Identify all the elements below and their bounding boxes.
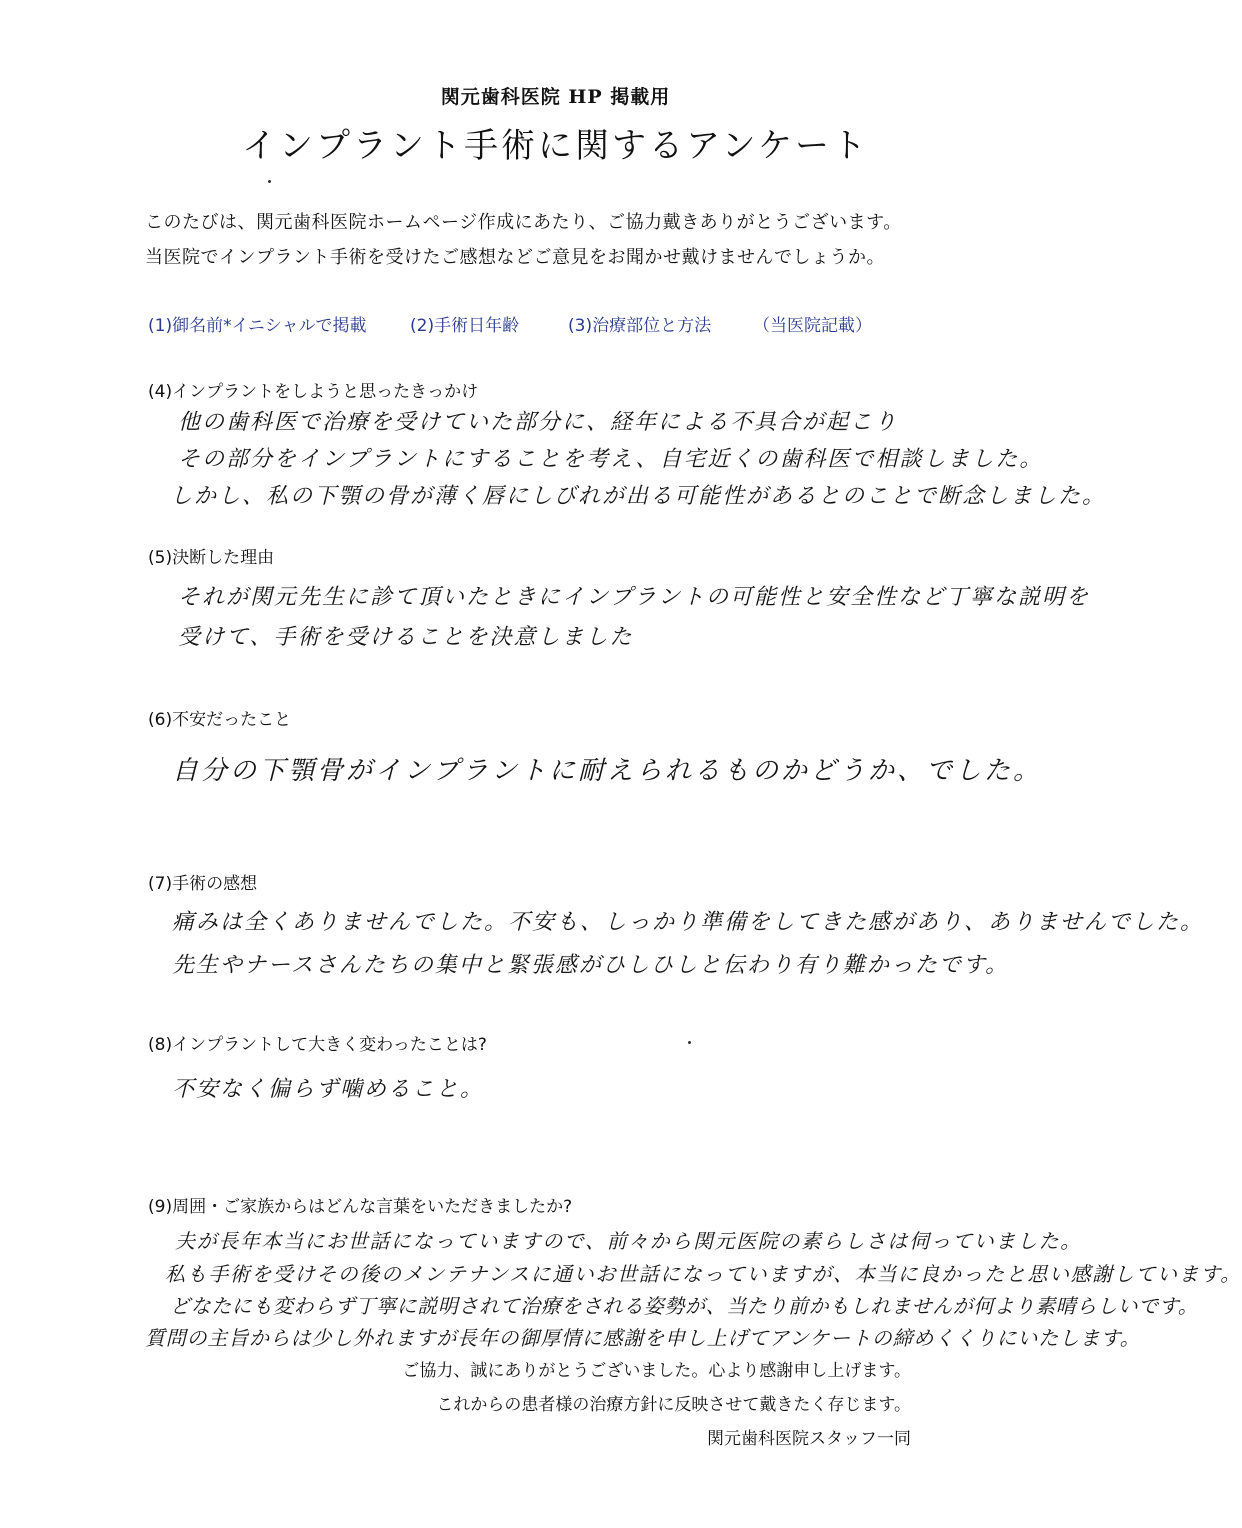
q5-label: (5)決断した理由 (148, 548, 275, 568)
q7-answer-line-1: 痛みは全くありませんでした。不安も、しっかり準備をしてきた感があり、ありませんでした。 (172, 910, 1205, 935)
field-name-label: (1)御名前*イニシャルで掲載 (148, 316, 367, 336)
closing-line-2: これからの患者様の治療方針に反映させて戴きたく存じます。 (436, 1395, 911, 1415)
closing-line-1: ご協力、誠にありがとうございました。心より感謝申し上げます。 (402, 1361, 911, 1381)
q4-label: (4)インプラントをしようと思ったきっかけ (148, 382, 479, 402)
q9-answer-line-1: 夫が長年本当にお世話になっていますので、前々から関元医院の素らしさは伺っていました。 (175, 1229, 1082, 1253)
q9-answer-line-4: 質問の主旨からは少し外れますが長年の御厚情に感謝を申し上げてアンケートの締めくくりにいたします。 (145, 1326, 1141, 1350)
closing-signature: 関元歯科医院スタッフ一同 (707, 1429, 911, 1449)
field-clinic-note: （当医院記載） (753, 316, 872, 336)
page-title: インプラント手術に関するアンケート (242, 126, 869, 166)
q6-answer-line-1: 自分の下顎骨がインプラントに耐えられるものかどうか、でした。 (172, 756, 1043, 786)
header-subtitle: 関元歯科医院 HP 掲載用 (440, 86, 671, 108)
q7-answer-line-2: 先生やナースさんたちの集中と緊張感がひしひしと伝わり有り難かったです。 (172, 953, 1010, 978)
q4-answer-line-1: 他の歯科医で治療を受けていた部分に、経年による不具合が起こり (178, 410, 899, 435)
field-treatment-label: (3)治療部位と方法 (568, 316, 712, 336)
q9-label: (9)周囲・ご家族からはどんな言葉をいただきましたか? (148, 1197, 573, 1217)
q5-answer-line-1: それが関元先生に診て頂いたときにインプラントの可能性と安全性など丁寧な説明を (178, 585, 1091, 610)
q8-label: (8)インプラントして大きく変わったことは? (148, 1035, 487, 1055)
scan-speck (268, 180, 271, 183)
q8-answer-line-1: 不安なく偏らず噛めること。 (172, 1077, 485, 1102)
q5-answer-line-2: 受けて、手術を受けることを決意しました (178, 625, 634, 650)
scan-speck (688, 1041, 691, 1044)
intro-line-1: このたびは、関元歯科医院ホームページ作成にあたり、ご協力戴きありがとうございます。 (145, 212, 902, 233)
q7-label: (7)手術の感想 (148, 874, 258, 894)
q6-label: (6)不安だったこと (148, 710, 292, 730)
field-date-age-label: (2)手術日年齢 (410, 316, 520, 336)
q9-answer-line-3: どなたにも変わらず丁寧に説明されて治療をされる姿勢が、当たり前かもしれませんが何より素晴らしいです。 (170, 1294, 1199, 1318)
q4-answer-line-3: しかし、私の下顎の骨が薄く唇にしびれが出る可能性があるとのことで断念しました。 (170, 484, 1107, 509)
intro-line-2: 当医院でインプラント手術を受けたご感想などご意見をお聞かせ戴けませんでしょうか。 (145, 247, 885, 268)
q4-answer-line-2: その部分をインプラントにすることを考え、自宅近くの歯科医で相談しました。 (178, 447, 1044, 472)
q9-answer-line-2: 私も手術を受けその後のメンテナンスに通いお世話になっていますが、本当に良かったと思い感謝しています。 (165, 1262, 1242, 1286)
